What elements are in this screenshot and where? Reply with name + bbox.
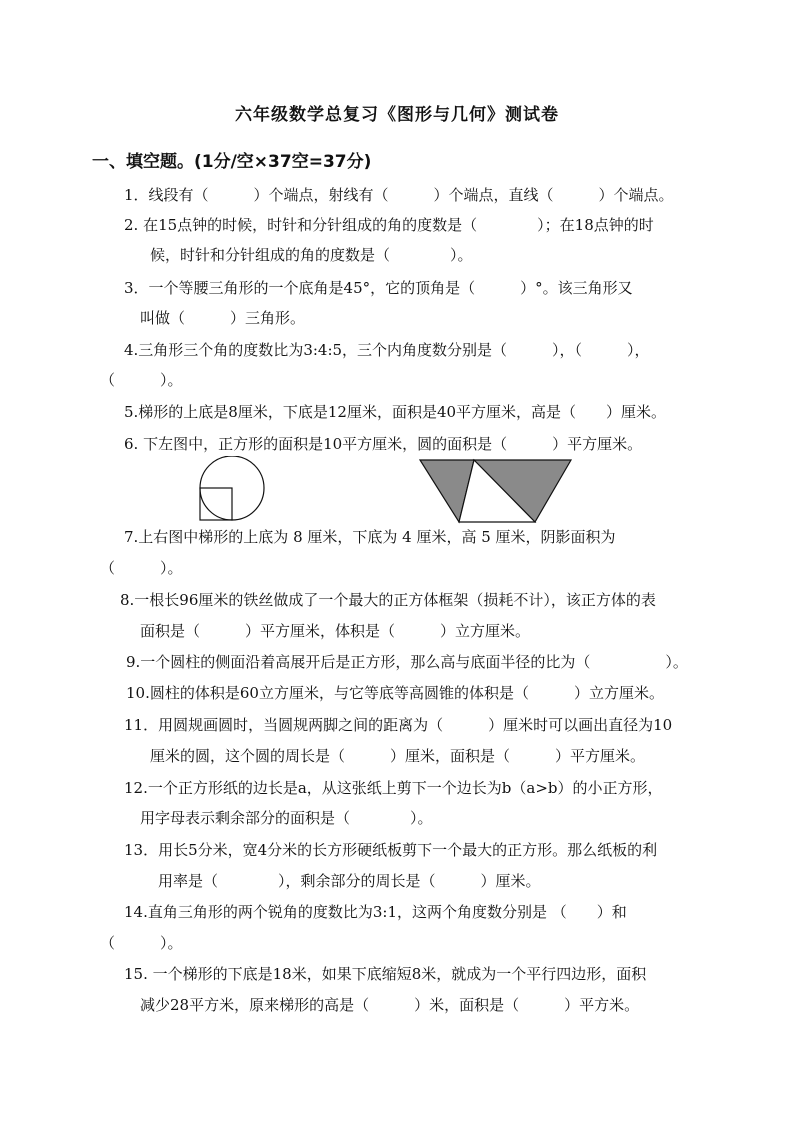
question-4-cont: （ ）。 [100,371,183,389]
question-13: 13．用长5分米，宽4分米的长方形硬纸板剪下一个最大的正方形。那么纸板的利 [124,841,658,859]
page-title: 六年级数学总复习《图形与几何》测试卷 [235,105,559,125]
question-6: 6. 下左图中，正方形的面积是10平方厘米，圆的面积是（ ）平方厘米。 [124,435,643,453]
question-10: 10.圆柱的体积是60立方厘米，与它等底等高圆锥的体积是（ ）立方厘米。 [126,684,664,702]
question-8: 8.一根长96厘米的铁丝做成了一个最大的正方体框架（损耗不计），该正方体的表 [120,591,656,609]
question-11: 11．用圆规画圆时，当圆规两脚之间的距离为（ ）厘米时可以画出直径为10 [124,716,673,734]
question-12: 12.一个正方形纸的边长是a，从这张纸上剪下一个边长为b（a>b）的小正方形， [124,779,663,797]
question-13-cont: 用率是（ ），剩余部分的周长是（ ）厘米。 [158,872,541,890]
question-15-cont: 减少28平方米，原来梯形的高是（ ）米，面积是（ ）平方米。 [140,996,640,1014]
question-3-cont: 叫做（ ）三角形。 [140,309,306,327]
question-7: 7.上右图中梯形的上底为 8 厘米，下底为 4 厘米，高 5 厘米，阴影面积为 [124,528,616,546]
question-2-cont: 候，时针和分针组成的角的度数是（ ）。 [150,246,473,264]
question-14: 14.直角三角形的两个锐角的度数比为3:1，这两个角度数分别是 （ ）和 [124,903,627,921]
section-heading: 一、填空题。(1分/空×37空=37分) [92,152,372,172]
circle-square-figure [198,456,268,524]
question-12-cont: 用字母表示剩余部分的面积是（ ）。 [140,809,433,827]
question-14-cont: （ ）。 [100,934,183,952]
question-7-cont: （ ）。 [100,559,183,577]
question-2: 2. 在15点钟的时候，时针和分针组成的角的度数是（ ）；在18点钟的时 [124,216,654,234]
trapezoid-figure [418,458,574,524]
question-4: 4.三角形三个角的度数比为3:4:5，三个内角度数分别是（ ），（ ）， [124,341,650,359]
question-11-cont: 厘米的圆，这个圆的周长是（ ）厘米，面积是（ ）平方厘米。 [150,747,646,765]
question-8-cont: 面积是（ ）平方厘米，体积是（ ）立方厘米。 [140,622,531,640]
question-15: 15. 一个梯形的下底是18米，如果下底缩短8米，就成为一个平行四边形，面积 [124,965,647,983]
question-3: 3．一个等腰三角形的一个底角是45°，它的顶角是（ ）°。该三角形又 [124,279,633,297]
question-1: 1．线段有（ ）个端点，射线有（ ）个端点，直线（ ）个端点。 [124,186,674,204]
question-5: 5.梯形的上底是8厘米，下底是12厘米，面积是40平方厘米，高是（ ）厘米。 [124,403,667,421]
question-9: 9.一个圆柱的侧面沿着高展开后是正方形，那么高与底面半径的比为（ ）。 [126,653,688,671]
